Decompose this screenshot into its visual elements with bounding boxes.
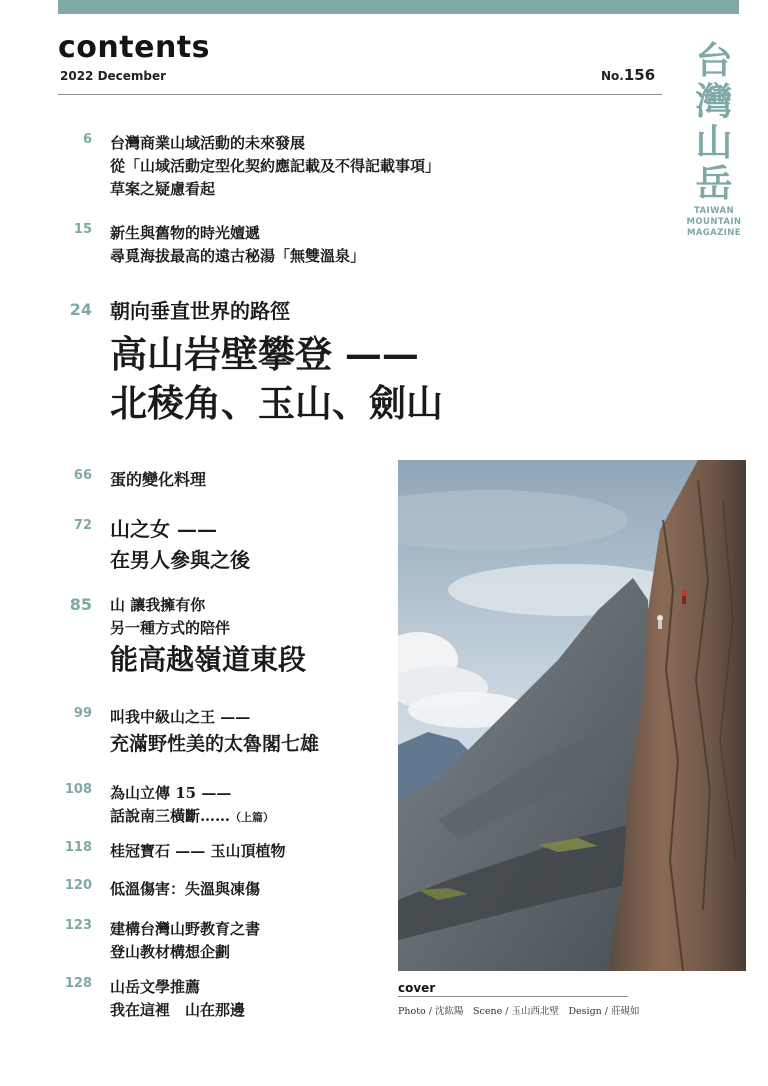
toc-line: 我在這裡 山在那邊 (110, 1001, 246, 1019)
toc-page-number: 72 (73, 518, 92, 533)
masthead-en-line-3: MAGAZINE (686, 228, 742, 238)
cover-photo (398, 460, 746, 971)
toc-page-number: 6 (82, 132, 92, 147)
toc-line: 從「山域活動定型化契約應記載及不得記載事項」 (110, 157, 441, 175)
toc-line: 草案之疑慮看起 (110, 180, 216, 198)
toc-page-number: 99 (73, 706, 92, 721)
toc-page-number: 108 (64, 782, 92, 797)
toc-line: 朝向垂直世界的路徑 (110, 299, 290, 323)
toc-line: 另一種方式的陪伴 (110, 619, 231, 637)
page-title: contents (58, 30, 210, 65)
cover-divider (398, 996, 628, 997)
toc-line: 登山教材構想企劃 (110, 943, 231, 961)
toc-page-number: 24 (69, 300, 92, 319)
toc-line: 山 讓我擁有你 (110, 596, 206, 614)
masthead-char-2: 灣 (695, 80, 733, 123)
toc-line: 叫我中級山之王 —— (110, 708, 251, 726)
toc-line: 低溫傷害：失溫與凍傷 (110, 880, 261, 898)
toc-page-number: 123 (64, 918, 92, 933)
masthead-en-line-1: TAIWAN (694, 206, 734, 216)
toc-line-emphasis: 能高越嶺道東段 (110, 643, 307, 676)
toc-page-number: 128 (64, 976, 92, 991)
masthead-en-line-2: MOUNTAIN (686, 217, 742, 227)
magazine-masthead (684, 40, 744, 239)
toc-line: 桂冠寶石 —— 玉山頂植物 (110, 842, 286, 860)
toc-feature-title: 高山岩壁攀登 —— (110, 332, 419, 376)
toc-page-number: 15 (73, 222, 92, 237)
toc-feature-title: 北稜角、玉山、劍山 (110, 381, 443, 425)
top-accent-bar (58, 0, 739, 14)
toc-line: 山岳文學推薦 (110, 978, 201, 996)
cover-label: cover (398, 981, 436, 995)
masthead-char-3: 山 (695, 121, 733, 164)
toc-line: 充滿野性美的太魯閣七雄 (110, 733, 320, 755)
toc-page-number: 118 (64, 840, 92, 855)
toc-line: 尋覓海拔最高的遠古秘湯「無雙溫泉」 (110, 247, 366, 265)
toc-page-number: 66 (73, 468, 92, 483)
header-divider (58, 94, 662, 95)
masthead-char-4: 岳 (695, 162, 733, 205)
issue-date: 2022 December (60, 69, 167, 83)
toc-line-text: 話說南三橫斷…… (110, 807, 231, 825)
masthead-char-1: 台 (695, 39, 733, 82)
toc-line: 建構台灣山野教育之書 (110, 920, 261, 938)
issue-number-value: 156 (623, 66, 656, 84)
toc-line: 蛋的變化料理 (110, 470, 207, 489)
cover-credit: Photo / 沈紘陽 Scene / 玉山西北壁 Design / 莊硯如 (398, 1006, 640, 1017)
toc-page-number: 85 (69, 595, 92, 614)
toc-line: 台灣商業山域活動的未來發展 (110, 134, 306, 152)
toc-line: 山之女 —— (110, 517, 217, 541)
toc-line: 為山立傳 15 —— (110, 784, 232, 802)
toc-page-number: 120 (64, 878, 92, 893)
toc-line: 新生與舊物的時光嬗遞 (110, 224, 261, 242)
issue-prefix: No. (601, 69, 624, 83)
issue-number (601, 66, 655, 84)
toc-line: 在男人參與之後 (110, 548, 250, 572)
toc-line-note: （上篇） (230, 811, 275, 824)
